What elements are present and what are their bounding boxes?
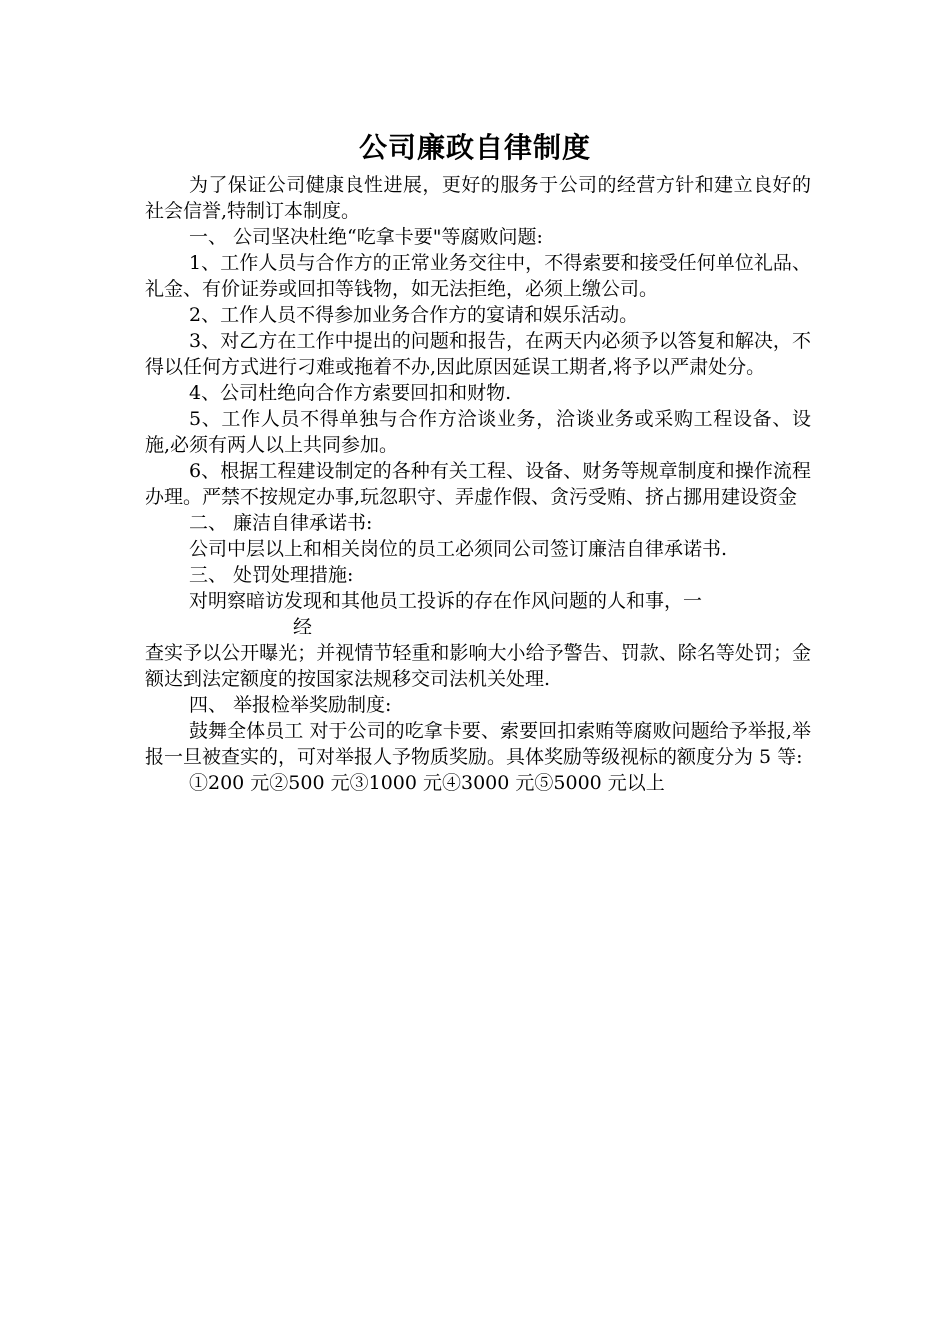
section-1-item-5: 5、工作人员不得单独与合作方洽谈业务，洽谈业务或采购工程设备、设施,必须有两人以上共同参加。 [145, 408, 811, 456]
section-4-body: 鼓舞全体员工 对于公司的吃拿卡要、索要回扣索贿等腐败问题给予举报,举报一旦被查实的，可对举报人予物质奖励。具体奖励等级视标的额度分为 5 等: [145, 720, 811, 768]
section-1-item-1: 1、工作人员与合作方的正常业务交往中，不得索要和接受任何单位礼品、礼金、有价证券或回扣等钱物，如无法拒绝，必须上缴公司。 [145, 252, 811, 300]
section-2-heading: 二、 廉洁自律承诺书: [189, 512, 373, 534]
section-1-item-4: 4、公司杜绝向合作方索要回扣和财物. [189, 382, 512, 404]
document-title: 公司廉政自律制度 [358, 131, 591, 164]
section-1-item-6: 6、根据工程建设制定的各种有关工程、设备、财务等规章制度和操作流程办理。严禁不按规定办事,玩忽职守、弄虚作假、贪污受贿、挤占挪用建设资金 [145, 460, 811, 508]
section-3-body: 查实予以公开曝光；并视情节轻重和影响大小给予警告、罚款、除名等处罚；金额达到法定额度的按国家法规移交司法机关处理. [145, 642, 811, 690]
section-1-item-3: 3、对乙方在工作中提出的问题和报告，在两天内必须予以答复和解决，不得以任何方式进行刁难或拖着不办,因此原因延误工期者,将予以严肃处分。 [145, 330, 811, 378]
reward-levels: ①200 元②500 元③1000 元④3000 元⑤5000 元以上 [189, 772, 665, 794]
section-3-line-1: 对明察暗访发现和其他员工投诉的存在作风问题的人和事，一 [189, 590, 703, 612]
section-1-item-2: 2、工作人员不得参加业务合作方的宴请和娱乐活动。 [189, 304, 639, 326]
section-1-heading: 一、 公司坚决杜绝“吃拿卡要"等腐败问题: [189, 226, 543, 248]
document-body [145, 172, 811, 796]
section-3-heading: 三、 处罚处理措施: [189, 564, 354, 586]
intro-paragraph: 为了保证公司健康良性进展，更好的服务于公司的经营方针和建立良好的社会信誉,特制订本制度。 [145, 174, 811, 222]
section-4-heading: 四、 举报检举奖励制度: [189, 694, 392, 716]
section-3-line-2: 经 [293, 616, 313, 638]
section-2-body: 公司中层以上和相关岗位的员工必须同公司签订廉洁自律承诺书. [189, 538, 728, 560]
